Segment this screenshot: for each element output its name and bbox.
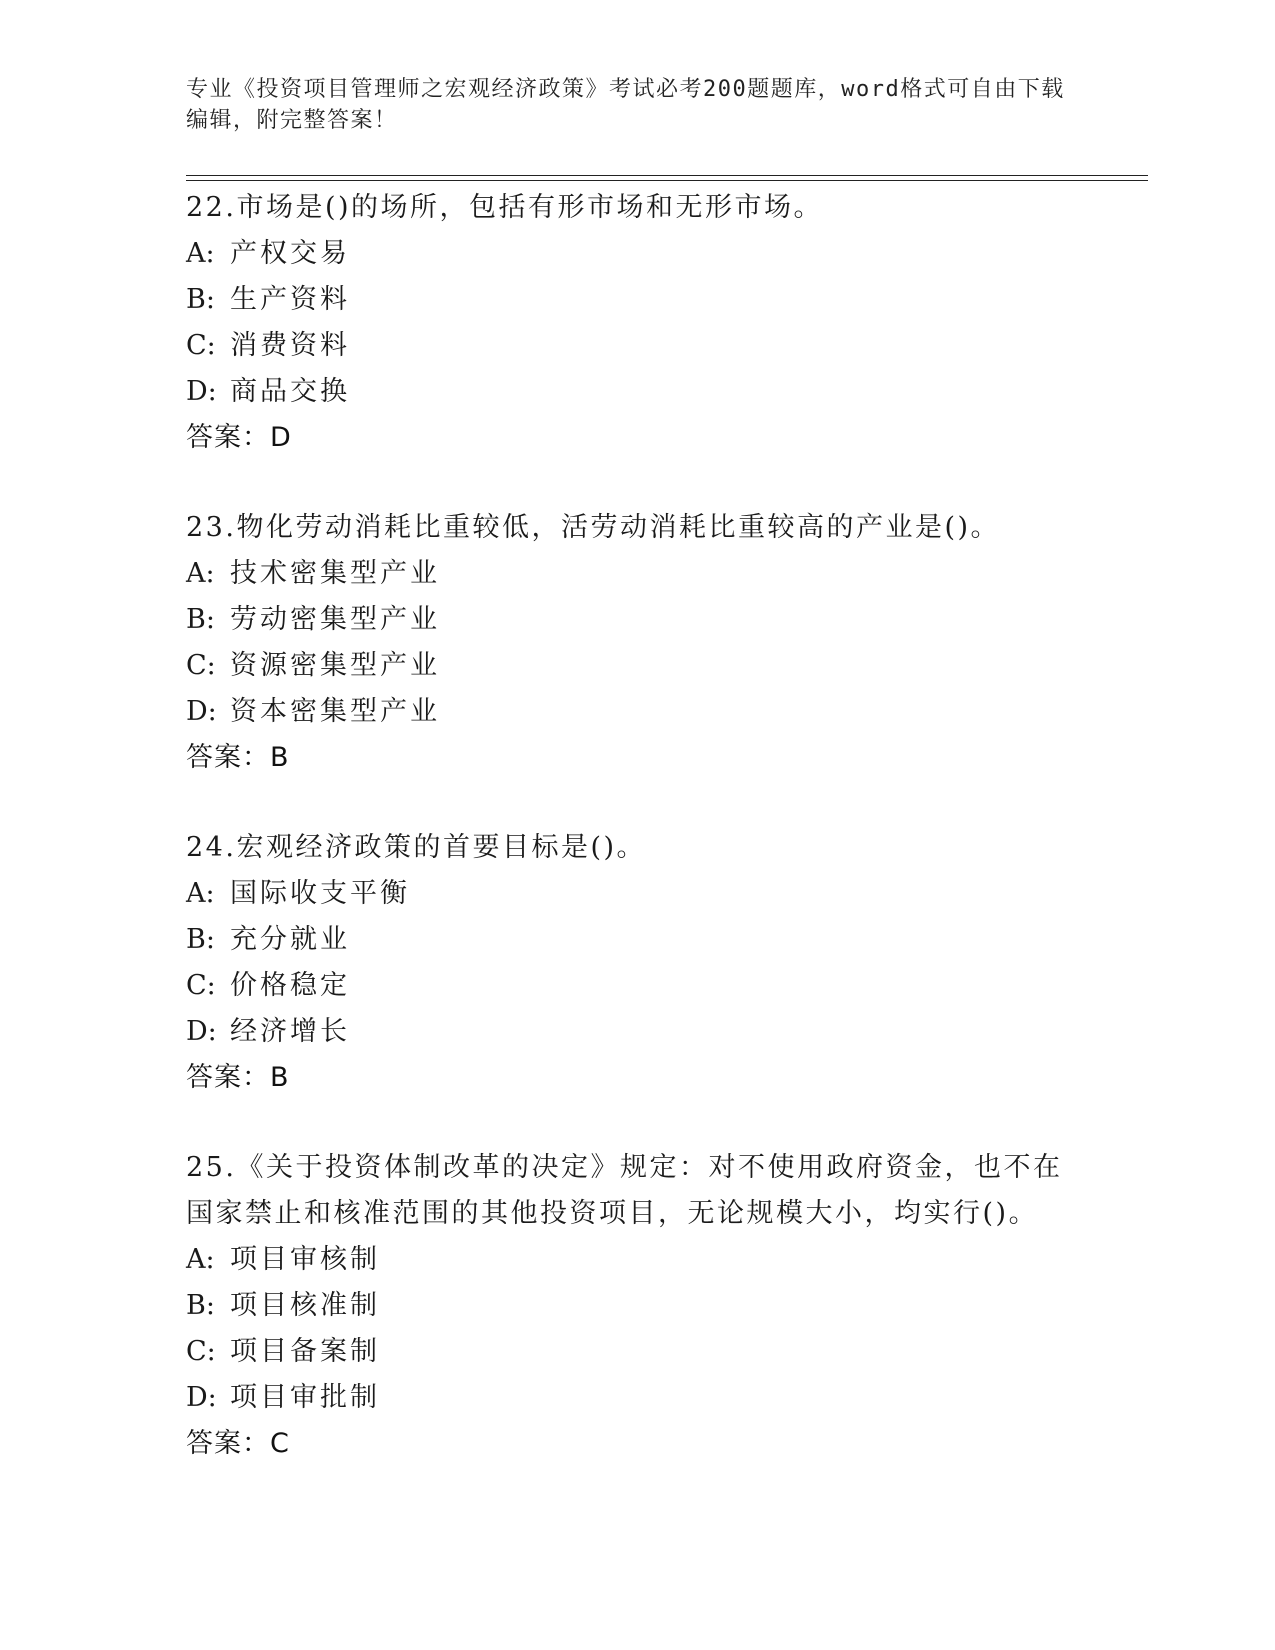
option-letter: A: [186,238,215,269]
option-text: 国际收支平衡 [230,878,410,909]
option-a [186,1237,1086,1283]
answer-line: 答案：D [186,422,292,453]
answer-line: 答案：B [186,742,290,773]
option-c [186,963,1086,1009]
option-letter: A: [186,1244,215,1275]
question-list [186,185,1086,1511]
option-letter: D: [186,696,217,727]
option-c [186,323,1086,369]
document-header: 专业《投资项目管理师之宏观经济政策》考试必考200题题库，word格式可自由下载编辑，附完整答案！ [186,77,1065,133]
option-letter: A: [186,878,215,909]
option-a [186,551,1086,597]
option-text: 技术密集型产业 [230,558,440,589]
option-text: 项目审批制 [230,1382,380,1413]
option-text: 生产资料 [230,284,350,315]
question-25 [186,1145,1086,1467]
option-b [186,917,1086,963]
option-d [186,1009,1086,1055]
option-b [186,277,1086,323]
option-text: 项目备案制 [230,1336,380,1367]
option-letter: C: [186,1336,216,1367]
option-letter: C: [186,650,216,681]
question-text: 22.市场是()的场所，包括有形市场和无形市场。 [186,192,824,223]
option-letter: B: [186,924,215,955]
answer-line: 答案：B [186,1062,290,1093]
question-24 [186,825,1086,1101]
option-letter: B: [186,1290,215,1321]
option-letter: B: [186,604,215,635]
question-23 [186,505,1086,781]
question-text: 25.《关于投资体制改革的决定》规定：对不使用政府资金，也不在国家禁止和核准范围的其他投资项目，无论规模大小，均实行()。 [186,1152,1063,1229]
option-a [186,871,1086,917]
option-text: 资本密集型产业 [230,696,440,727]
option-text: 消费资料 [230,330,350,361]
option-b [186,597,1086,643]
option-text: 项目审核制 [230,1244,380,1275]
option-text: 价格稳定 [230,970,350,1001]
option-letter: D: [186,376,217,407]
option-d [186,1375,1086,1421]
question-text: 24.宏观经济政策的首要目标是()。 [186,832,647,863]
header-divider-top [186,175,1148,176]
option-text: 劳动密集型产业 [230,604,440,635]
question-22 [186,185,1086,461]
header-divider-bottom [186,180,1148,181]
option-d [186,689,1086,735]
option-text: 项目核准制 [230,1290,380,1321]
option-text: 资源密集型产业 [230,650,440,681]
option-letter: D: [186,1016,217,1047]
option-text: 充分就业 [230,924,350,955]
answer-line: 答案：C [186,1428,290,1459]
option-c [186,1329,1086,1375]
option-letter: C: [186,970,216,1001]
option-letter: A: [186,558,215,589]
option-a [186,231,1086,277]
option-letter: B: [186,284,215,315]
option-text: 产权交易 [230,238,350,269]
option-text: 经济增长 [230,1016,350,1047]
option-c [186,643,1086,689]
question-text: 23.物化劳动消耗比重较低，活劳动消耗比重较高的产业是()。 [186,512,1001,543]
option-letter: C: [186,330,216,361]
option-text: 商品交换 [230,376,350,407]
option-letter: D: [186,1382,217,1413]
option-d [186,369,1086,415]
option-b [186,1283,1086,1329]
